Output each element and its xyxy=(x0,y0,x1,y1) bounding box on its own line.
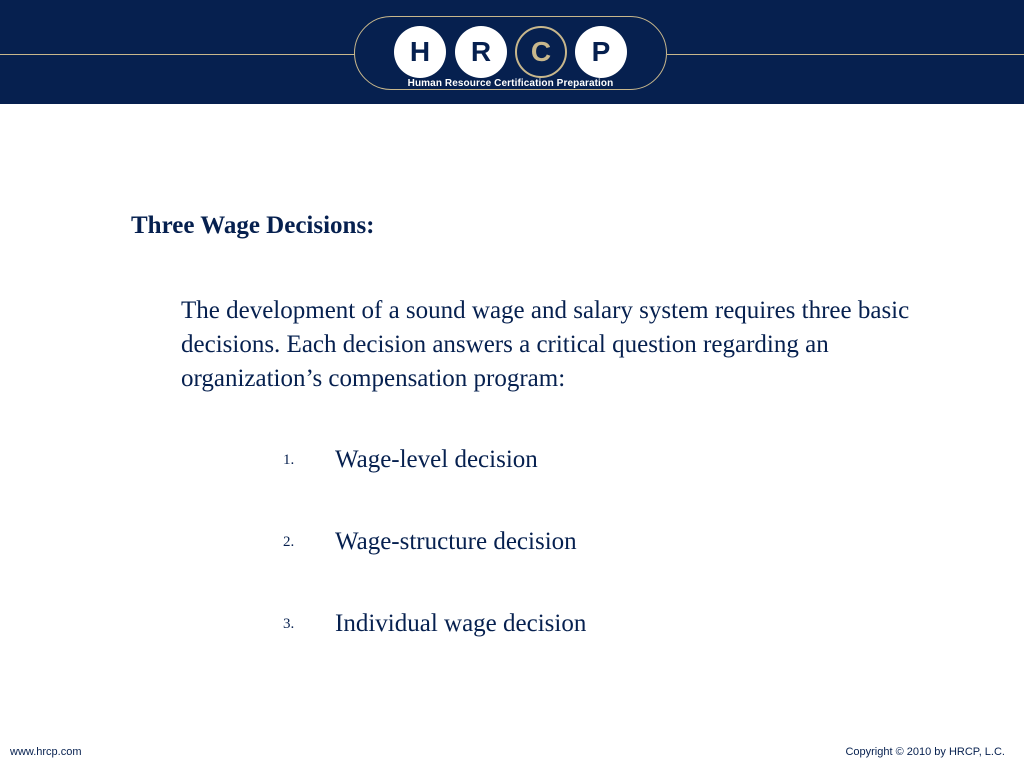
list-item-3 xyxy=(283,610,586,638)
list-item-1 xyxy=(283,446,538,474)
logo-letter-p: P xyxy=(575,26,627,78)
header-rule-right xyxy=(667,54,1024,55)
footer-website: www.hrcp.com xyxy=(10,746,82,758)
list-text: Wage-level decision xyxy=(335,446,538,473)
header-band xyxy=(0,0,1024,104)
footer-copyright: Copyright © 2010 by HRCP, L.C. xyxy=(845,746,1005,758)
header-rule-left xyxy=(0,54,356,55)
list-item-2 xyxy=(283,528,577,556)
logo-letter-c: C xyxy=(515,26,567,78)
list-number: 2. xyxy=(283,533,295,550)
slide-title: Three Wage Decisions: xyxy=(131,212,375,239)
intro-paragraph: The development of a sound wage and salary system requires three basic decisions. Each decision answers a critical question regarding an organization’s compensation program: xyxy=(181,297,910,392)
list-number: 3. xyxy=(283,615,295,632)
logo-letter-r: R xyxy=(455,26,507,78)
list-text: Wage-structure decision xyxy=(335,528,577,555)
list-number: 1. xyxy=(283,451,295,468)
list-text: Individual wage decision xyxy=(335,610,587,637)
logo-letter-h: H xyxy=(394,26,446,78)
logo-tagline: Human Resource Certification Preparation xyxy=(407,78,614,89)
